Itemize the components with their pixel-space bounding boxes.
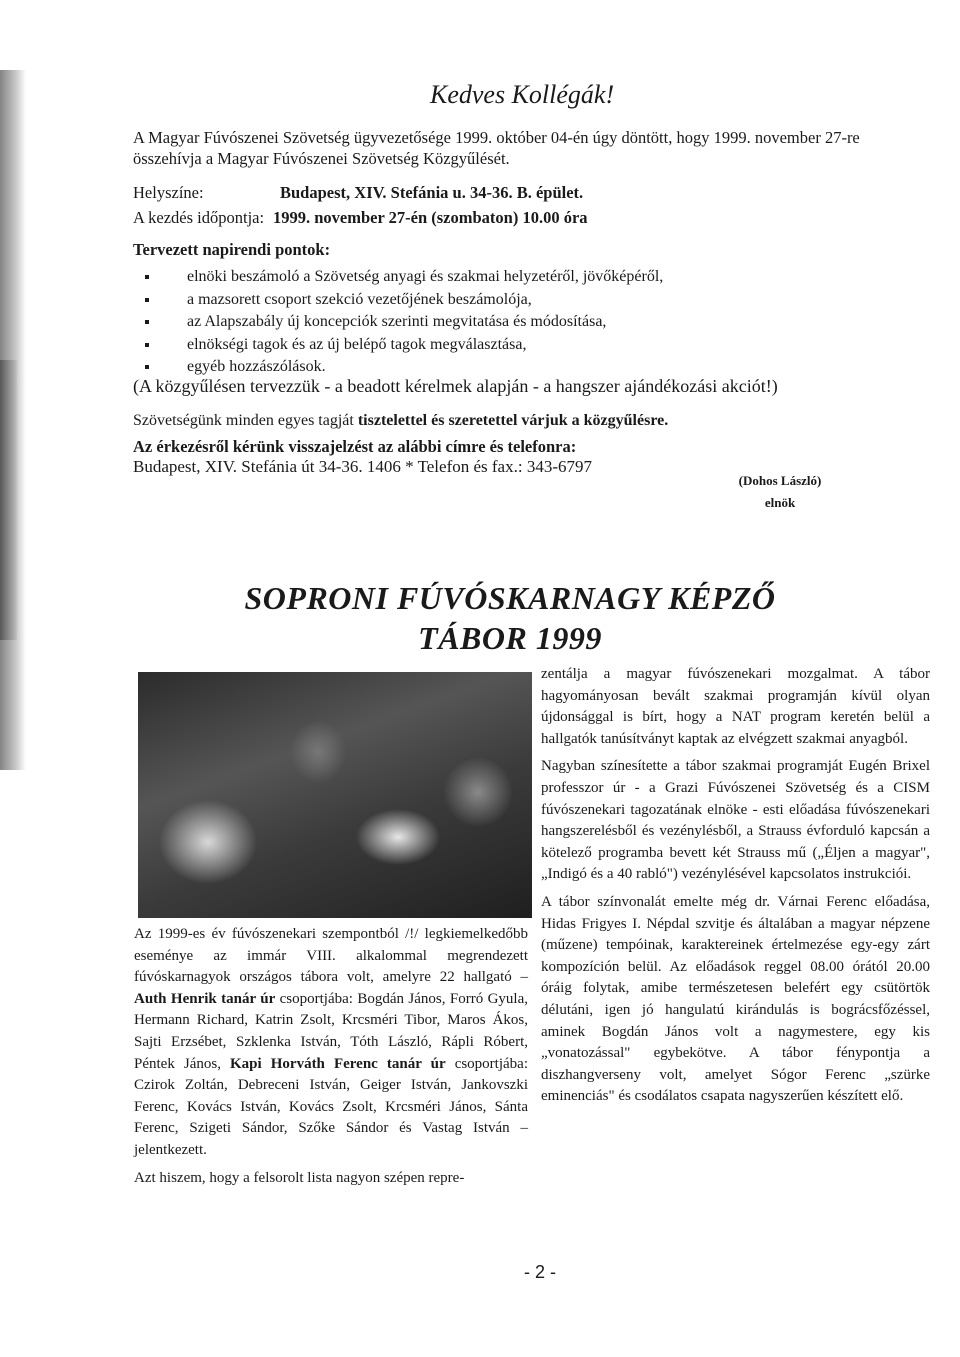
right-paragraph-2: Nagyban színesítette a tábor szakmai programját Eugén Brixel professzor úr - a Grazi Fúvószenei Szövetség és a CISM fúvószenekari tagozatának elnöke - esti előadása fúvószenekari hangszerelésből és vezénylésből, a Strauss évforduló kapcsán a kötelező programba bevett két Strauss mű („Éljen a magyar", „Indigó és a 40 rabló") vezénylésével kapcsolatos instrukciói. <box>541 758 930 883</box>
agenda-item: az Alapszabály új koncepciók szerinti megvitatása és módosítása, <box>145 311 663 334</box>
agenda-item: elnökségi tagok és az új belépő tagok megválasztása, <box>145 334 663 357</box>
invite-line <box>133 412 668 430</box>
invite-bold: tisztelettel és szeretettel várjuk a közgyűlésre. <box>357 412 669 429</box>
greeting-title: Kedves Kollégák! <box>430 80 615 109</box>
agenda-item: elnöki beszámoló a Szövetség anyagi és szakmai helyzetéről, jövőképéről, <box>145 266 663 289</box>
venue-label: Helyszíne: <box>133 183 204 202</box>
start-value: 1999. november 27-én (szombaton) 10.00 óra <box>273 208 588 227</box>
teacher-name: Kapi Horváth Ferenc tanár úr <box>230 1055 446 1072</box>
agenda-list <box>145 266 663 379</box>
text-run: csoportjába: Bogdán János, Forró Gyula, Hermann Richard, Katrin Zsolt, Krcsméri Tibor, Maros Ákos, Sajti Erzsébet, Szklenka István, Tóth László, Rápli Róbert, Péntek János, <box>134 990 528 1072</box>
left-paragraph-1 <box>134 924 528 1162</box>
start-label: A kezdés időpontja: <box>133 208 265 227</box>
page-number: - 2 - <box>523 1262 556 1282</box>
signature-block <box>710 470 850 514</box>
camp-photo <box>138 672 532 918</box>
invite-prefix: Szövetségünk minden egyes tagját <box>133 412 358 429</box>
right-paragraph-3: A tábor színvonalát emelte még dr. Várnai Ferenc előadása, Hidas Frigyes I. Népdal szvitje és általában a magyar népzene (műzene) tempóinak, karaktereinek értelmezése egy-egy zárt kompozíción belül. Az előadások reggel 08.00 órától 20.00 óráig folytak, amibe természetesen belefért egy csütörtök délutáni, igen jó hangulatú kirándulás is bográcsfőzéssel, aminek Bogdán János volt a nagymestere, egy kis „vonatozással" egybekötve. A tábor fénypontja a diszhangverseny volt, amelyet Sógor Ferenc „szürke eminenciás" és csodálatos csapata nagyszerűen készített elő. <box>541 893 930 1105</box>
text-run: csoportjába: Czirok Zoltán, Debreceni István, Geiger István, Jankovszki Ferenc, Kovács István, Kovács Zsolt, Krcsméri János, Sánta Ferenc, Szigeti Sándor, Szőke Sándor és Vastag István – jelentkezett. <box>134 1055 528 1158</box>
text-run: Az 1999-es év fúvószenekari szempontból /!/ legkiemelkedőbb eseménye az immár VIII. alkalommal megrendezett fúvóskarnagyok országos tábora volt, amelyre 22 hallgató – <box>134 926 528 986</box>
signature-role: elnök <box>764 495 796 510</box>
gift-note: (A közgyűlésen tervezzük - a beadott kérelmek alapján - a hangszer ajándékozási akciót!) <box>133 376 778 396</box>
left-paragraph-2: Azt hiszem, hogy a felsorolt lista nagyon szépen repre- <box>134 1169 465 1186</box>
teacher-name: Auth Henrik tanár úr <box>134 990 276 1007</box>
headline-line1: SOPRONI FÚVÓSKARNAGY KÉPZŐ <box>244 580 776 616</box>
headline-line2: TÁBOR 1999 <box>418 620 602 656</box>
signature-name: (Dohos László) <box>738 473 822 488</box>
agenda-item: egyéb hozzászólások. <box>145 356 663 379</box>
scan-edge-shadow-dark <box>0 360 18 640</box>
venue-value: Budapest, XIV. Stefánia u. 34-36. B. épület. <box>280 183 584 202</box>
article-right-column <box>541 664 930 1114</box>
article-headline <box>200 578 820 658</box>
article-left-column <box>134 924 528 1195</box>
intro-paragraph: A Magyar Fúvószenei Szövetség ügyvezetősége 1999. október 04-én úgy döntött, hogy 1999. november 27-re összehívja a Magyar Fúvószenei Szövetség Közgyűlését. <box>133 128 860 168</box>
reply-title: Az érkezésről kérünk visszajelzést az alábbi címre és telefonra: <box>133 437 577 456</box>
agenda-title: Tervezett napirendi pontok: <box>133 240 331 259</box>
contact-address: Budapest, XIV. Stefánia út 34-36. 1406 * Telefon és fax.: 343-6797 <box>133 457 592 476</box>
right-paragraph-1: zentálja a magyar fúvószenekari mozgalmat. A tábor hagyományosan bevált szakmai programján kívül olyan újdonsággal is bírt, hogy a NAT program keretén belül a hallgatók tanúsítványt kaptak az elvégzett szakmai anyagból. <box>541 666 930 747</box>
agenda-item: a mazsorett csoport szekció vezetőjének beszámolója, <box>145 289 663 312</box>
